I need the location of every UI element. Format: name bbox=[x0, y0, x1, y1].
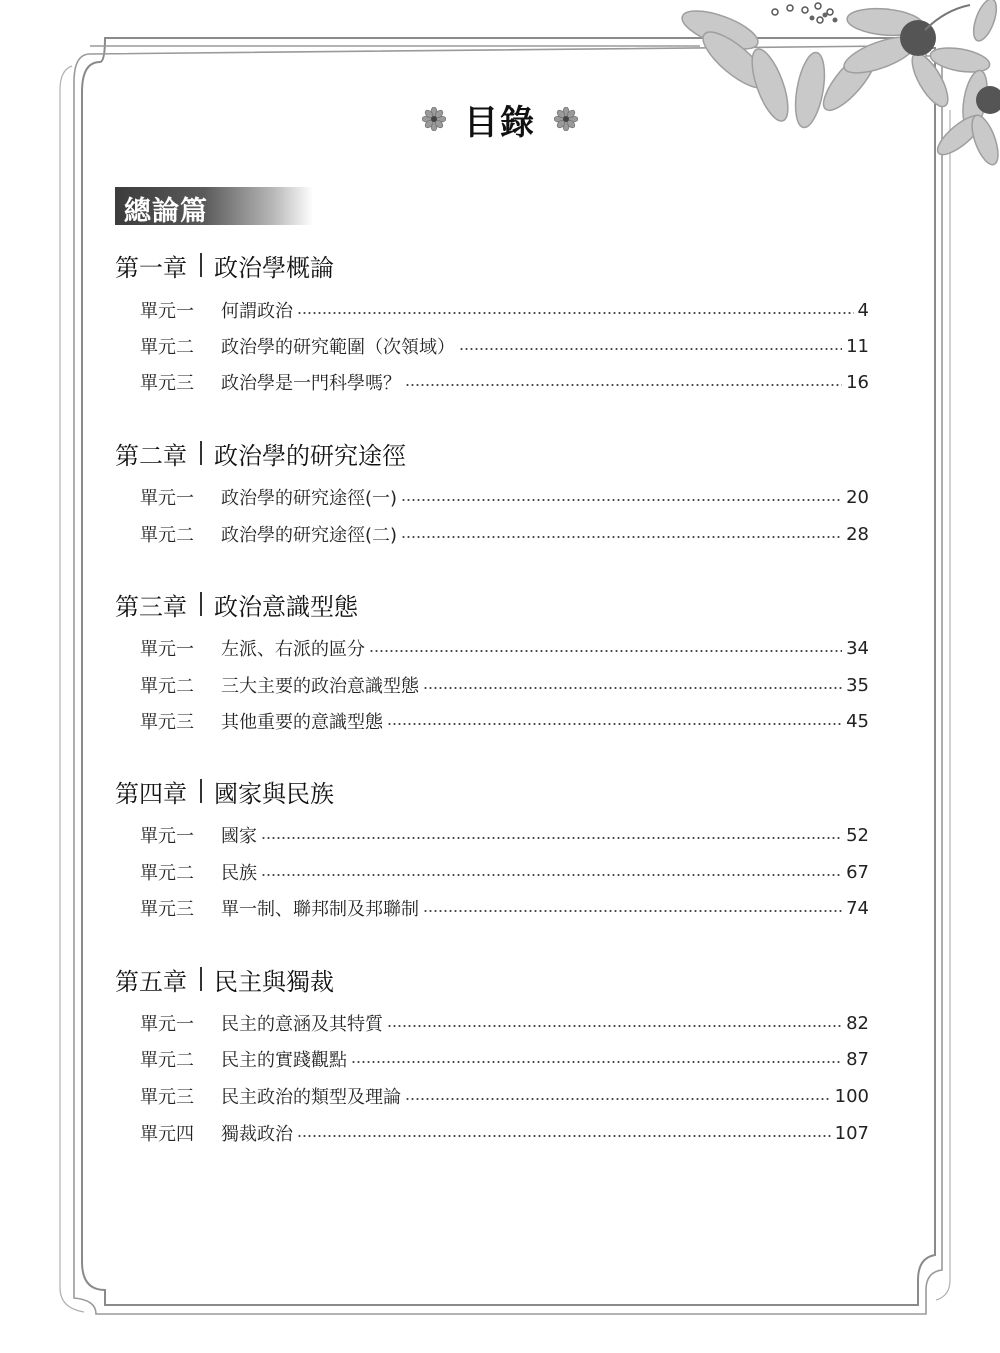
unit-title: 政治學的研究範圍（次領域） bbox=[221, 337, 455, 358]
unit-label: 單元一 bbox=[140, 639, 194, 660]
dot-leader bbox=[387, 1024, 842, 1028]
chapter-number: 第五章 bbox=[115, 967, 187, 996]
chapter-separator bbox=[200, 253, 202, 277]
page-number: 100 bbox=[834, 1085, 869, 1107]
dot-leader bbox=[297, 311, 854, 315]
chapter-separator bbox=[200, 592, 202, 616]
toc-entry[interactable] bbox=[140, 1010, 869, 1036]
unit-title: 民主的意涵及其特質 bbox=[221, 1014, 383, 1035]
unit-label: 單元三 bbox=[140, 1087, 194, 1108]
chapter-title: 政治學概論 bbox=[214, 253, 334, 282]
chapter-title: 國家與民族 bbox=[214, 779, 334, 808]
dot-leader bbox=[369, 649, 842, 653]
chapter-heading[interactable] bbox=[115, 962, 334, 996]
dot-leader bbox=[261, 836, 842, 840]
unit-label: 單元三 bbox=[140, 373, 194, 394]
page-number: 87 bbox=[846, 1048, 869, 1070]
unit-title: 政治學的研究途徑(二) bbox=[221, 525, 398, 546]
page-number: 107 bbox=[834, 1122, 869, 1144]
unit-label: 單元一 bbox=[140, 488, 194, 509]
unit-label: 單元四 bbox=[140, 1124, 194, 1145]
toc-entry[interactable] bbox=[140, 822, 869, 848]
page-number: 52 bbox=[846, 824, 869, 846]
chapter-number: 第二章 bbox=[115, 441, 187, 470]
toc-entry[interactable] bbox=[140, 1120, 869, 1146]
unit-label: 單元二 bbox=[140, 676, 194, 697]
unit-label: 單元二 bbox=[140, 863, 194, 884]
page-title: 目錄 bbox=[464, 102, 536, 143]
toc-entry[interactable] bbox=[140, 859, 869, 885]
chapter-heading[interactable] bbox=[115, 774, 334, 808]
chapter-separator bbox=[200, 967, 202, 991]
unit-label: 單元三 bbox=[140, 899, 194, 920]
chapter-number: 第三章 bbox=[115, 592, 187, 621]
part-label: 總論篇 bbox=[124, 196, 208, 227]
chapter-heading[interactable] bbox=[115, 587, 358, 621]
page-number: 11 bbox=[846, 335, 869, 357]
unit-title: 政治學的研究途徑(一) bbox=[221, 488, 398, 509]
unit-title: 單一制、聯邦制及邦聯制 bbox=[221, 899, 419, 920]
unit-label: 單元一 bbox=[140, 826, 194, 847]
toc-entry[interactable] bbox=[140, 521, 869, 547]
dot-leader bbox=[459, 347, 842, 351]
toc-entry[interactable] bbox=[140, 672, 869, 698]
unit-label: 單元二 bbox=[140, 525, 194, 546]
page-number: 67 bbox=[846, 861, 869, 883]
unit-title: 民主政治的類型及理論 bbox=[221, 1087, 401, 1108]
toc-entry[interactable] bbox=[140, 297, 869, 323]
page-number: 45 bbox=[846, 710, 869, 732]
page-number: 28 bbox=[846, 523, 869, 545]
toc-entry[interactable] bbox=[140, 369, 869, 395]
page-number: 34 bbox=[846, 637, 869, 659]
unit-label: 單元二 bbox=[140, 1050, 194, 1071]
toc-entry[interactable] bbox=[140, 708, 869, 734]
dot-leader bbox=[405, 1097, 831, 1101]
unit-title: 獨裁政治 bbox=[221, 1124, 293, 1145]
dot-leader bbox=[351, 1060, 842, 1064]
dot-leader bbox=[387, 722, 842, 726]
dot-leader bbox=[423, 909, 842, 913]
chapter-title: 政治學的研究途徑 bbox=[214, 441, 406, 470]
unit-title: 三大主要的政治意識型態 bbox=[221, 676, 419, 697]
toc-entry[interactable] bbox=[140, 895, 869, 921]
unit-label: 單元一 bbox=[140, 1014, 194, 1035]
dot-leader bbox=[405, 383, 842, 387]
page-number: 20 bbox=[846, 486, 869, 508]
dot-leader bbox=[261, 873, 842, 877]
toc-entry[interactable] bbox=[140, 1083, 869, 1109]
unit-title: 民主的實踐觀點 bbox=[221, 1050, 347, 1071]
chapter-heading[interactable] bbox=[115, 248, 334, 282]
page-number: 35 bbox=[846, 674, 869, 696]
dot-leader bbox=[423, 686, 842, 690]
unit-label: 單元一 bbox=[140, 301, 194, 322]
dot-leader bbox=[297, 1134, 831, 1138]
page-number: 16 bbox=[846, 371, 869, 393]
toc-entry[interactable] bbox=[140, 635, 869, 661]
dot-leader bbox=[401, 535, 842, 539]
unit-title: 左派、右派的區分 bbox=[221, 639, 365, 660]
page-number: 4 bbox=[857, 299, 869, 321]
chapter-separator bbox=[200, 441, 202, 465]
unit-title: 其他重要的意識型態 bbox=[221, 712, 383, 733]
chapter-separator bbox=[200, 779, 202, 803]
unit-label: 單元二 bbox=[140, 337, 194, 358]
page-number: 82 bbox=[846, 1012, 869, 1034]
unit-title: 國家 bbox=[221, 826, 257, 847]
page-number: 74 bbox=[846, 897, 869, 919]
chapter-title: 民主與獨裁 bbox=[214, 967, 334, 996]
chapter-title: 政治意識型態 bbox=[214, 592, 358, 621]
chapter-number: 第四章 bbox=[115, 779, 187, 808]
toc-entry[interactable] bbox=[140, 333, 869, 359]
chapter-heading[interactable] bbox=[115, 436, 406, 470]
toc-entry[interactable] bbox=[140, 484, 869, 510]
unit-label: 單元三 bbox=[140, 712, 194, 733]
toc-entry[interactable] bbox=[140, 1046, 869, 1072]
unit-title: 民族 bbox=[221, 863, 257, 884]
dot-leader bbox=[401, 498, 842, 502]
unit-title: 何謂政治 bbox=[221, 301, 293, 322]
chapter-number: 第一章 bbox=[115, 253, 187, 282]
unit-title: 政治學是一門科學嗎？ bbox=[221, 373, 401, 394]
